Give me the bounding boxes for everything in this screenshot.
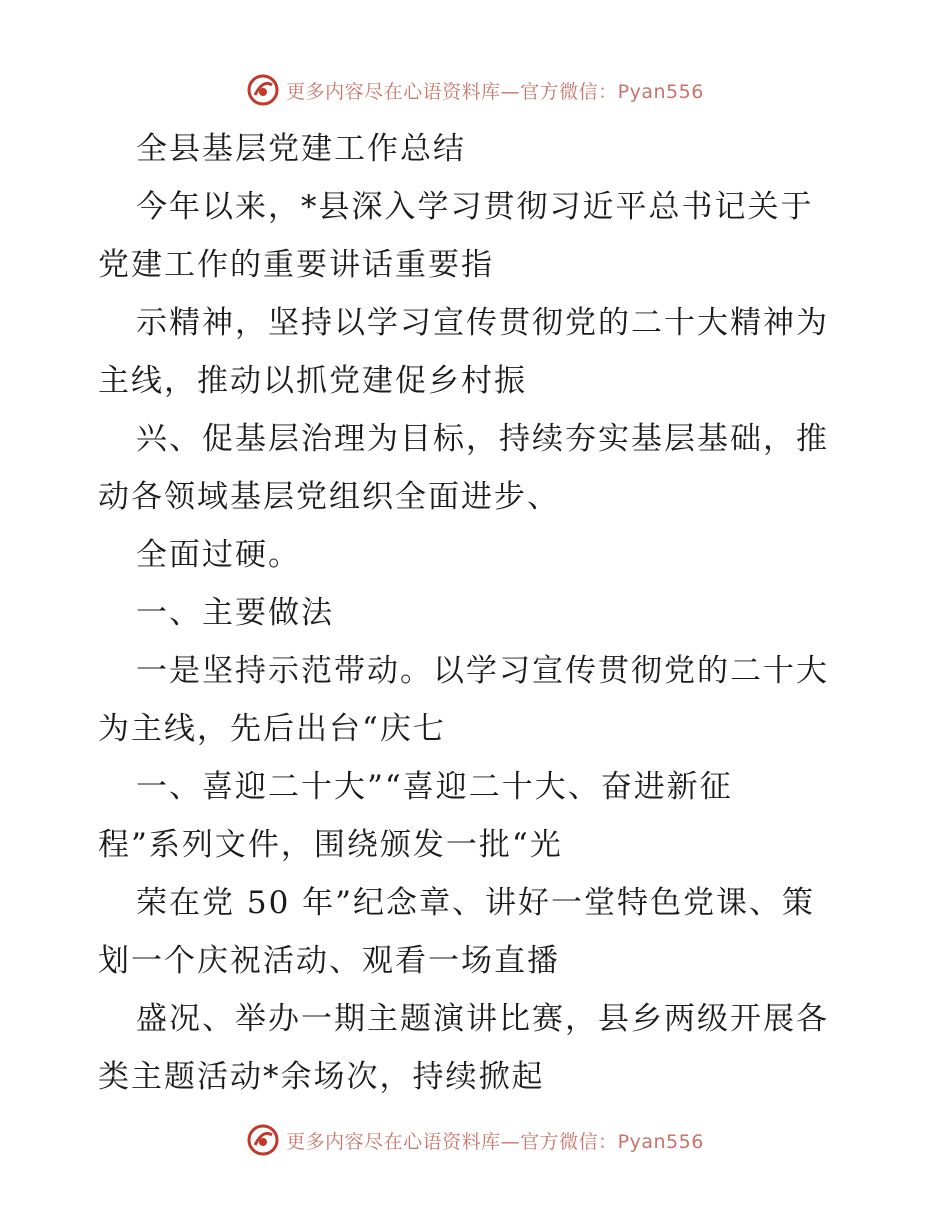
text-line: 荣在党 50 年”纪念章、讲好一堂特色党课、策	[136, 885, 816, 921]
watermark-text: 更多内容尽在心语资料库—官方微信：Pyan556	[286, 1130, 704, 1153]
text-line: 程”系列文件，围绕颁发一批“光	[98, 827, 563, 863]
text-line: 类主题活动*余场次，持续掀起	[98, 1059, 545, 1095]
seal-logo-icon	[246, 1123, 280, 1157]
text-line: 为主线，先后出台“庆七	[98, 711, 446, 747]
watermark-footer	[0, 1120, 950, 1160]
document-body	[98, 120, 858, 1106]
watermark-text: 更多内容尽在心语资料库—官方微信：Pyan556	[286, 80, 704, 103]
text-line: 一、喜迎二十大”“喜迎二十大、奋进新征	[136, 769, 733, 805]
text-line: 全面过硬。	[136, 537, 301, 573]
text-line: 全县基层党建工作总结	[136, 131, 466, 167]
text-line: 党建工作的重要讲话重要指	[98, 247, 494, 283]
text-line: 主线，推动以抓党建促乡村振	[98, 363, 527, 399]
text-line: 动各领域基层党组织全面进步、	[98, 479, 560, 515]
text-line: 划一个庆祝活动、观看一场直播	[98, 943, 560, 979]
watermark-header	[0, 70, 950, 110]
text-line: 示精神，坚持以学习宣传贯彻党的二十大精神为	[136, 305, 829, 341]
text-line: 兴、促基层治理为目标，持续夯实基层基础，推	[136, 421, 829, 457]
text-line: 盛况、举办一期主题演讲比赛，县乡两级开展各	[136, 1001, 829, 1037]
seal-logo-icon	[246, 73, 280, 107]
text-line: 今年以来，*县深入学习贯彻习近平总书记关于	[136, 189, 814, 225]
text-line: 一是坚持示范带动。以学习宣传贯彻党的二十大	[136, 653, 829, 689]
section-heading: 一、主要做法	[136, 595, 334, 631]
